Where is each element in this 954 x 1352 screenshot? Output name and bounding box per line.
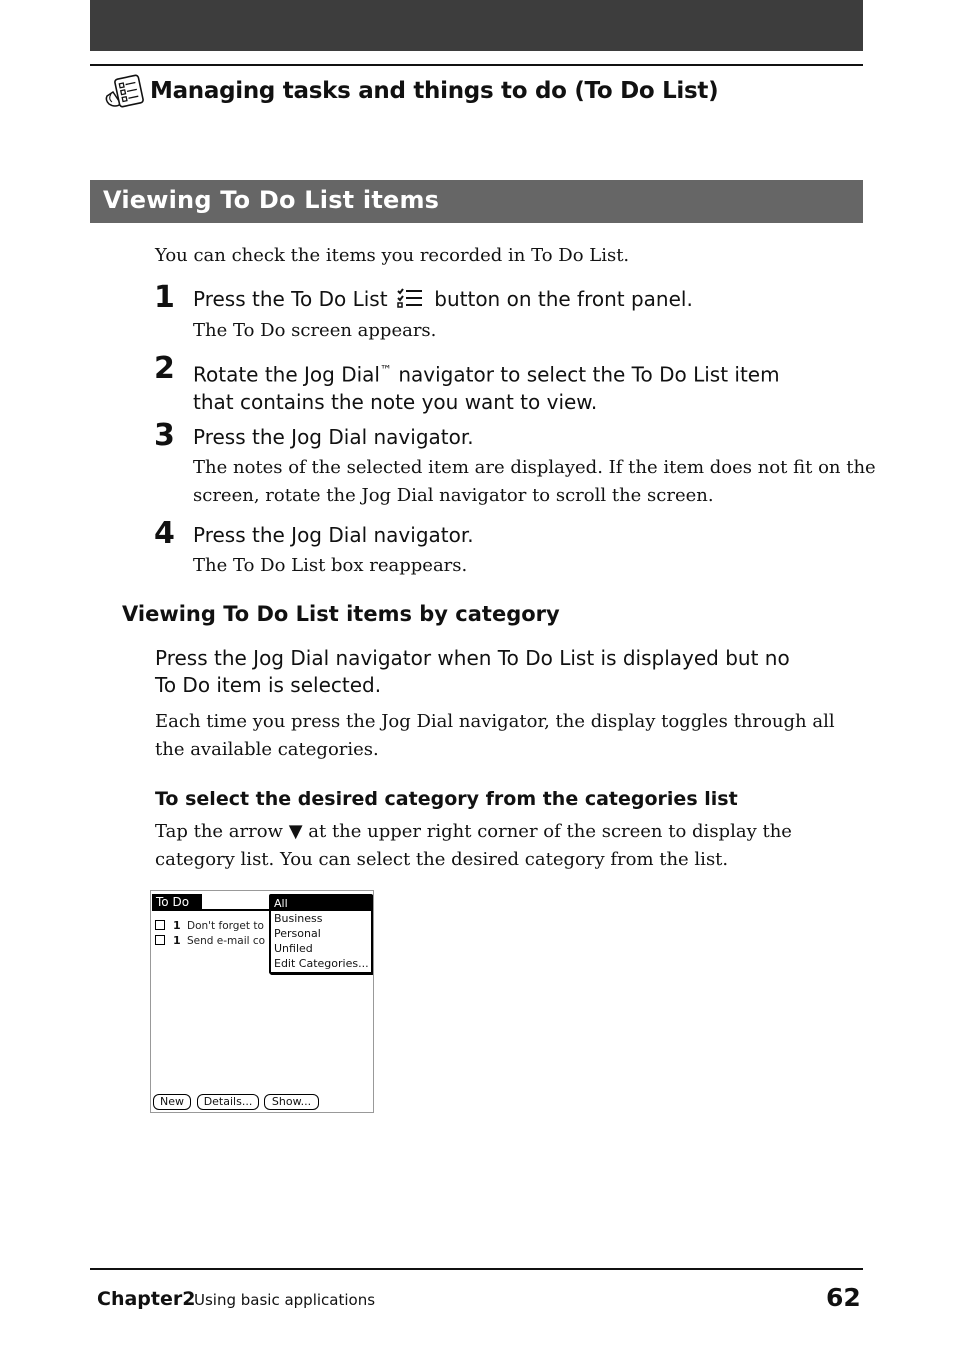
step-3-text: Press the Jog Dial navigator.: [193, 425, 474, 449]
category-popup-list[interactable]: [269, 894, 373, 974]
step-3-number: 3: [154, 418, 175, 453]
palm-item-priority: 1: [173, 934, 181, 947]
subheading-select-category: To select the desired category from the categories list: [155, 788, 738, 810]
step-3-note-line1: The notes of the selected item are displayed. If the item does not fit on the: [193, 457, 876, 478]
section-title: Viewing To Do List items: [103, 186, 440, 214]
step-2-number: 2: [154, 351, 175, 386]
category-option-edit-categories[interactable]: Edit Categories...: [274, 957, 369, 970]
palm-show-button[interactable]: Show...: [264, 1094, 319, 1110]
step-1-text: [193, 286, 693, 313]
palm-todo-item[interactable]: [155, 934, 265, 948]
palm-screenshot: [150, 890, 374, 1113]
step-3-note: [193, 454, 876, 510]
category-option-all[interactable]: All: [271, 896, 371, 911]
by-category-body: [155, 708, 835, 764]
todo-app-icon: [103, 74, 145, 110]
select-category-body-line2: category list. You can select the desired category from the list.: [155, 849, 729, 870]
palm-item-description: Don't forget to: [187, 920, 264, 932]
header-bar: [90, 0, 863, 51]
by-category-body-line1: Each time you press the Jog Dial navigator, the display toggles through all: [155, 711, 835, 732]
step-4-note: The To Do List box reappears.: [193, 555, 468, 576]
palm-details-button[interactable]: Details...: [197, 1094, 259, 1110]
step-2-text-a: Rotate the Jog Dial: [193, 362, 380, 387]
by-category-action-line2: To Do item is selected.: [155, 673, 382, 697]
page-number: 62: [826, 1283, 861, 1312]
palm-item-description: Send e-mail co: [187, 935, 266, 947]
step-1-text-after: button on the front panel.: [434, 287, 693, 311]
by-category-body-line2: the available categories.: [155, 739, 379, 760]
chapter-title: Managing tasks and things to do (To Do List): [150, 78, 719, 104]
step-3-note-line2: screen, rotate the Jog Dial navigator to scroll the screen.: [193, 485, 714, 506]
step-1-note: The To Do screen appears.: [193, 320, 437, 341]
by-category-action-line1: Press the Jog Dial navigator when To Do List is displayed but no: [155, 646, 790, 670]
step-1-text-before: Press the To Do List: [193, 287, 388, 311]
category-option-unfiled[interactable]: Unfiled: [274, 942, 313, 955]
checkbox-icon[interactable]: [155, 935, 165, 945]
step-1-number: 1: [154, 280, 175, 315]
subheading-by-category: Viewing To Do List items by category: [122, 602, 560, 626]
trademark-symbol: ™: [379, 363, 392, 377]
palm-item-priority: 1: [173, 919, 181, 932]
footer-chapter: Chapter2: [97, 1288, 196, 1310]
section-intro: You can check the items you recorded in To Do List.: [155, 245, 630, 266]
step-2-text-line2: that contains the note you want to view.: [193, 389, 598, 414]
select-category-body-line1: Tap the arrow ▼ at the upper right corner of the screen to display the: [155, 821, 792, 842]
palm-title: To Do: [152, 894, 202, 910]
step-2-text-b: navigator to select the To Do List item: [391, 362, 780, 387]
palm-todo-item[interactable]: [155, 919, 264, 933]
by-category-action: [155, 645, 790, 699]
step-4-text: Press the Jog Dial navigator.: [193, 523, 474, 547]
footer-rule: [90, 1268, 863, 1270]
step-4-number: 4: [154, 516, 175, 551]
todo-list-icon: [396, 287, 424, 309]
palm-new-button[interactable]: New: [153, 1094, 191, 1110]
select-category-body: [155, 818, 792, 874]
footer-subtitle: Using basic applications: [194, 1291, 376, 1309]
checkbox-icon[interactable]: [155, 920, 165, 930]
header-rule: [90, 64, 863, 66]
step-2-text: [193, 357, 780, 416]
category-option-personal[interactable]: Personal: [274, 927, 321, 940]
category-option-business[interactable]: Business: [274, 912, 323, 925]
